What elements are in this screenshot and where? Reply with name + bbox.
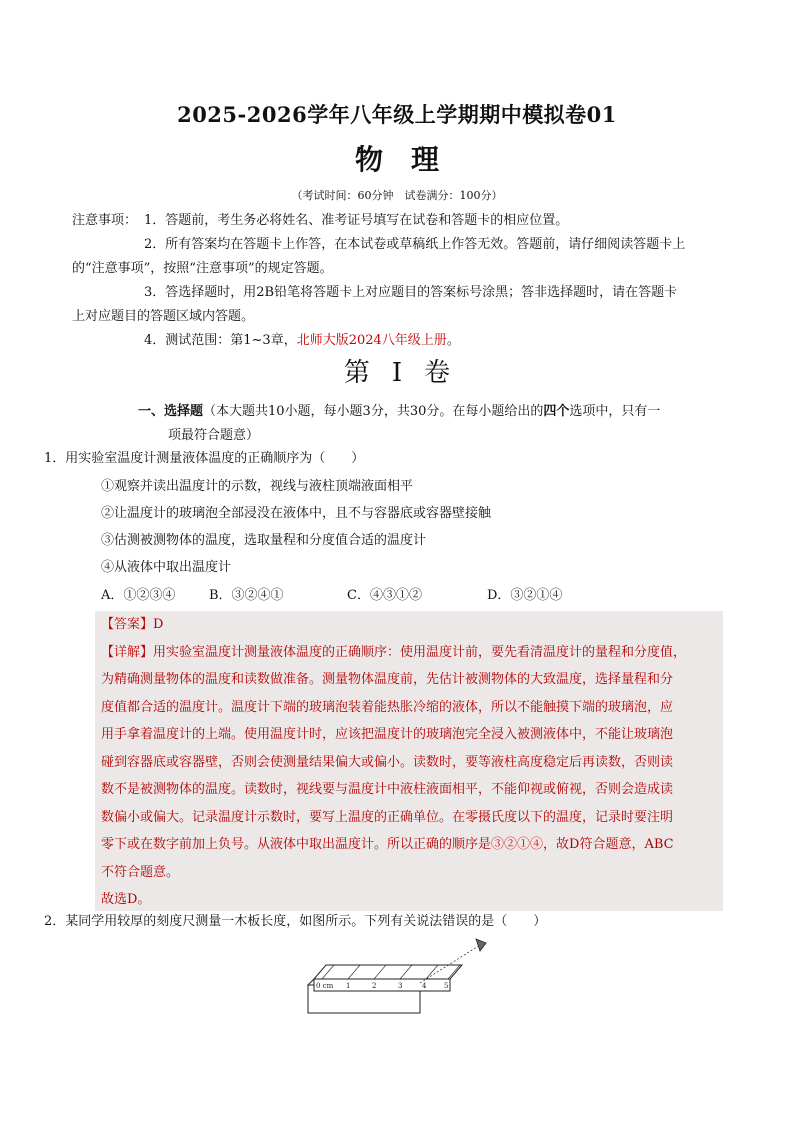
ruler-figure <box>300 935 500 1019</box>
q1-choices <box>101 584 562 608</box>
section-header: 一、选择题（本大题共10小题，每小题3分，共30分。在每小题给出的四个选项中，只有一 项最符合题意） <box>138 404 661 443</box>
choice-c[interactable]: C．④③①② <box>347 588 422 603</box>
answer-panel <box>95 611 723 911</box>
note-item-4: 4．测试范围：第1~3章，北师大版2024八年级上册。 <box>144 333 460 348</box>
order-highlight: ③②①④ <box>491 837 544 852</box>
detail-line-3: 度值都合适的温度计。温度计下端的玻璃泡装着能热胀冷缩的液体，所以不能触摸下端的玻璃泡，应 <box>101 699 674 715</box>
q1-step-1: ①观察并读出温度计的示数，视线与液柱顶端液面相平 <box>101 479 414 494</box>
eye-icon <box>476 939 486 951</box>
subject-heading: 物理 <box>354 143 467 176</box>
ruler-label-3: 3 <box>398 982 403 990</box>
answer-line: 【答案】D <box>101 617 164 632</box>
ruler-label-2: 2 <box>372 982 377 990</box>
note-item-2: 2．所有答案均在答题卡上作答，在本试卷或草稿纸上作答无效。答题前，请仔细阅读答题卡上 <box>144 237 686 252</box>
choice-a[interactable]: A．①②③④ <box>101 588 176 603</box>
ruler-label-1: 1 <box>346 982 351 990</box>
q1-step-3: ③估测被测物体的温度，选取量程和分度值合适的温度计 <box>101 533 427 548</box>
note-item-1: 1．答题前，考生务必将姓名、准考证号填写在试卷和答题卡的相应位置。 <box>144 213 569 228</box>
conclusion-line: 故选D。 <box>101 892 151 907</box>
choice-d[interactable]: D．③②①④ <box>487 588 563 603</box>
notes-label: 注意事项： <box>72 213 138 228</box>
ruler-label-4: 4 <box>422 982 427 990</box>
q1-step-4: ④从液体中取出温度计 <box>101 560 232 575</box>
note-item-3: 3．答选择题时，用2B铅笔将答题卡上对应题目的答案标号涂黑；答非选择题时，请在答题卡 <box>144 285 678 300</box>
q2-stem: 2．某同学用较厚的刻度尺测量一木板长度，如图所示。下列有关说法错误的是（ ） <box>44 914 547 929</box>
detail-line-1: 【详解】用实验室温度计测量液体温度的正确顺序：使用温度计前，要先看清温度计的量程和分度值， <box>101 644 687 660</box>
detail-line-2: 为精确测量物体的温度和读数做准备。测量物体温度前，先估计被测物体的大致温度，选择量程和分 <box>101 672 674 687</box>
detail-line-7: 数偏小或偏大。记录温度计示数时，要写上温度的正确单位。在零摄氏度以下的温度，记录时要注明 <box>101 809 674 825</box>
notes-block <box>72 209 732 353</box>
exam-meta: （考试时间：60分钟 试卷满分：100分） <box>291 189 503 202</box>
volume-heading: 第Ⅰ卷 <box>343 358 473 388</box>
exam-title: 2025-2026学年八年级上学期期中模拟卷01 <box>177 102 617 127</box>
scope-highlight: 北师大版2024八年级上册 <box>296 333 447 348</box>
note-item-2-cont: 的“注意事项”，按照“注意事项”的规定答题。 <box>72 261 333 276</box>
q1-step-2: ②让温度计的玻璃泡全部浸没在液体中，且不与容器底或容器壁接触 <box>101 506 492 521</box>
detail-line-4: 用手拿着温度计的上端。使用温度计时，应该把温度计的玻璃泡完全浸入被测液体中，不能让玻璃泡 <box>101 727 674 742</box>
detail-line-9: 不符合题意。 <box>101 864 180 880</box>
detail-line-6: 数不是被测物体的温度。读数时，视线要与温度计中液柱液面相平，不能仰视或俯视，否则会造成读 <box>101 782 674 797</box>
ruler-label-0: 0 cm <box>316 982 334 990</box>
note-item-3-cont: 上对应题目的答题区域内答题。 <box>72 309 255 324</box>
answer-value: D <box>153 617 164 632</box>
choice-b[interactable]: B．③②④① <box>209 588 284 603</box>
detail-line-8: 零下或在数字前加上负号。从液体中取出温度计。所以正确的顺序是③②①④，故D符合题意，ABC <box>101 837 674 852</box>
q1-stem: 1．用实验室温度计测量液体温度的正确顺序为（ ） <box>44 451 365 466</box>
ruler-illustration <box>300 935 500 1015</box>
detail-line-5: 碰到容器底或容器壁，否则会使测量结果偏大或偏小。读数时，要等液柱高度稳定后再读数，否则读 <box>101 754 674 770</box>
ruler-label-5: 5 <box>444 982 449 990</box>
